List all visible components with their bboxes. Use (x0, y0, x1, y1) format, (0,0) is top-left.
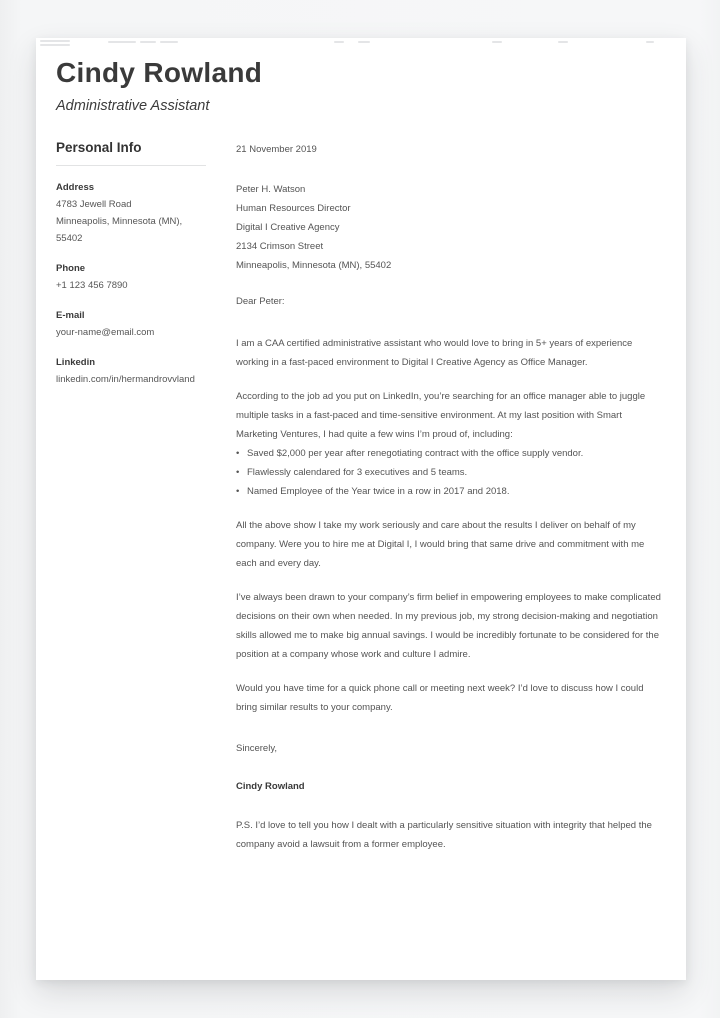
info-group-address (56, 179, 206, 247)
info-group-linkedin (56, 354, 206, 388)
postscript: P.S. I’d love to tell you how I dealt with a particularly sensitive situation with integrity that helped the company avoid a lawsuit from a former employee. (236, 820, 652, 850)
crop-artifact (334, 41, 344, 43)
salutation: Dear Peter: (236, 296, 285, 307)
crop-artifact (40, 40, 70, 42)
recipient-street: 2134 Crimson Street (236, 241, 324, 252)
cover-letter-page (36, 38, 686, 980)
body-paragraph: According to the job ad you put on LinkedIn, you’re searching for an office manager able to juggle multiple tasks in a fast-paced and time-sensitive environment. At my last position with Smart Marketing Ventures, I had quite a few wins I’m proud of, including: (236, 391, 646, 440)
bullet-item (236, 444, 666, 463)
info-label: Linkedin (56, 357, 96, 368)
letter-date: 21 November 2019 (236, 144, 317, 155)
crop-artifact (646, 41, 654, 43)
body-paragraph: All the above show I take my work seriously and care about the results I deliver on behalf of my company. Were you to hire me at Digital I, I would bring that same drive and commitment with me each and every day. (236, 520, 645, 569)
email-value: your-name@email.com (56, 327, 155, 338)
crop-artifact (140, 41, 156, 43)
recipient-title: Human Resources Director (236, 203, 351, 214)
bullet-text: Saved $2,000 per year after renegotiating contract with the office supply vendor. (247, 448, 584, 459)
crop-artifact (40, 44, 70, 46)
bullet-item (236, 463, 666, 482)
letter-body (236, 140, 666, 854)
info-group-phone (56, 260, 206, 294)
bullet-icon: • (236, 448, 240, 459)
page-content (36, 38, 686, 980)
address-line: 4783 Jewell Road (56, 199, 132, 210)
body-paragraph: I am a CAA certified administrative assistant who would love to bring in 5+ years of experience working in a fast-paced environment to Digital I Creative Agency as Office Manager. (236, 338, 633, 368)
info-label: Phone (56, 263, 86, 274)
crop-artifact (358, 41, 370, 43)
achievements-list (236, 444, 666, 501)
two-column-layout (56, 140, 666, 854)
applicant-name: Cindy Rowland (56, 57, 263, 88)
body-paragraph: Would you have time for a quick phone call or meeting next week? I’d love to discuss how I could bring similar results to your company. (236, 683, 644, 713)
linkedin-value: linkedin.com/in/hermandrovvland (56, 374, 195, 385)
recipient-company: Digital I Creative Agency (236, 222, 340, 233)
recipient-name: Peter H. Watson (236, 184, 306, 195)
body-paragraph: I’ve always been drawn to your company’s firm belief in empowering employees to make complicated decisions on their own when needed. In my previous job, my strong decision-making and negotiation skills allowed me to make big annual savings. I would be incredibly fortunate to be considered for the position at a company whose work and culture I admire. (236, 592, 661, 660)
sidebar-heading: Personal Info (56, 140, 206, 166)
info-label: Address (56, 182, 95, 193)
personal-info-sidebar (56, 140, 206, 854)
phone-value: +1 123 456 7890 (56, 280, 128, 291)
info-label: E-mail (56, 310, 85, 321)
crop-artifact (558, 41, 568, 43)
address-line: Minneapolis, Minnesota (MN), 55402 (56, 216, 183, 244)
bullet-text: Named Employee of the Year twice in a row in 2017 and 2018. (247, 486, 510, 497)
crop-artifact (108, 41, 136, 43)
letterhead (56, 56, 666, 115)
closing: Sincerely, (236, 743, 278, 754)
recipient-city: Minneapolis, Minnesota (MN), 55402 (236, 260, 392, 271)
crop-artifact (160, 41, 178, 43)
bullet-text: Flawlessly calendared for 3 executives and 5 teams. (247, 467, 468, 478)
signature-name: Cindy Rowland (236, 781, 305, 792)
info-group-email (56, 307, 206, 341)
applicant-job-title: Administrative Assistant (56, 98, 210, 114)
crop-artifact (492, 41, 502, 43)
bullet-item (236, 482, 666, 501)
recipient-block (236, 180, 666, 275)
bullet-icon: • (236, 467, 240, 478)
bullet-icon: • (236, 486, 240, 497)
